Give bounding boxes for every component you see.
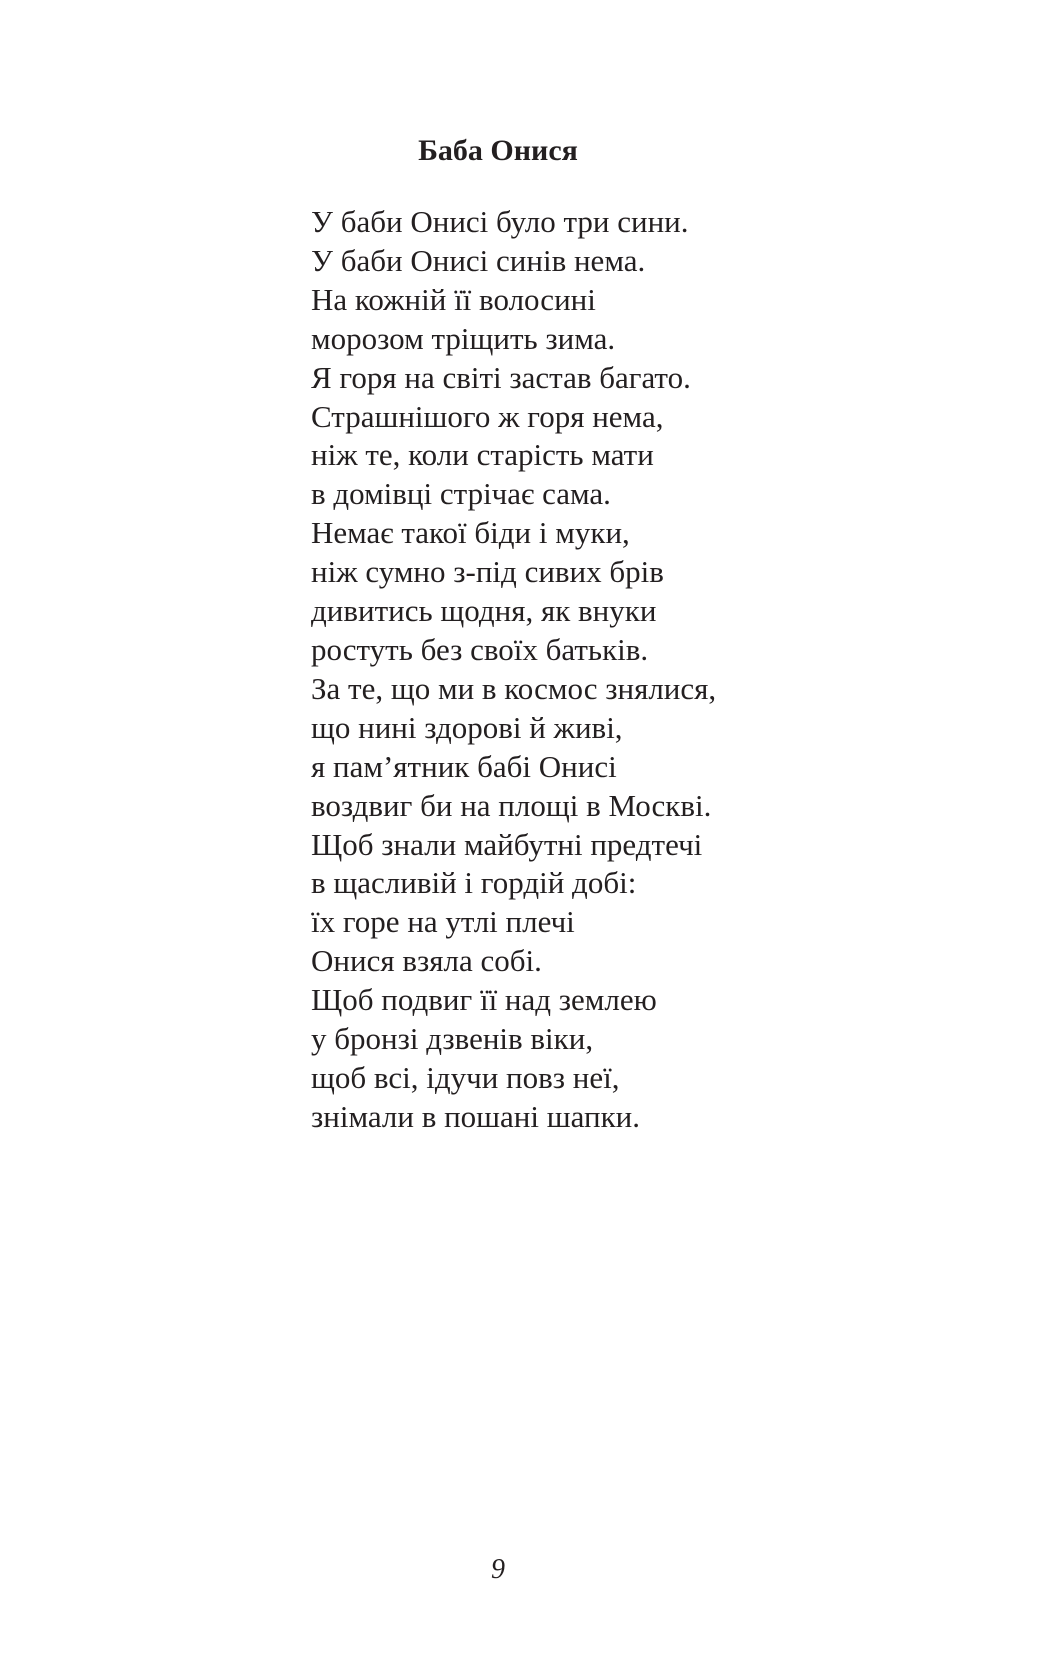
poem-line: що нині здорові й живі,	[311, 709, 623, 745]
poem-line: морозом тріщить зима.	[311, 320, 616, 356]
poem-line: знімали в пошані шапки.	[311, 1098, 640, 1134]
poem-line: щоб всі, ідучи повз неї,	[311, 1059, 620, 1095]
page-number: 9	[491, 1554, 505, 1585]
poem-line: дивитись щодня, як внуки	[311, 593, 657, 629]
poem-body	[311, 203, 951, 1137]
poem-line: ростуть без своїх батьків.	[311, 631, 649, 667]
poem-line: За те, що ми в космос знялися,	[311, 670, 717, 706]
poem-line: На кожній її волосині	[311, 281, 596, 317]
poem-line: у бронзі дзвенів віки,	[311, 1021, 594, 1057]
poem-line: в щасливій і гордій добі:	[311, 865, 637, 901]
poem-line: Щоб знали майбутні предтечі	[311, 826, 703, 862]
poem-line: в домівці стрічає сама.	[311, 476, 611, 512]
poem-line: У баби Онисі синів нема.	[311, 242, 646, 278]
poem-line: Онися взяла собі.	[311, 943, 542, 979]
poem-line: У баби Онисі було три сини.	[311, 204, 689, 239]
poem-line: їх горе на утлі плечі	[311, 904, 575, 940]
poem-line: воздвиг би на площі в Москві.	[311, 787, 712, 823]
poem-line: Страшнішого ж горя нема,	[311, 398, 664, 434]
poem-line: ніж те, коли старість мати	[311, 437, 654, 473]
poem-line: Немає такої біди і муки,	[311, 515, 630, 551]
poem-line: Щоб подвиг її над землею	[311, 982, 657, 1018]
poem-line: я пам’ятник бабі Онисі	[311, 748, 617, 784]
poem-title: Баба Онися	[418, 134, 578, 167]
poem-line: ніж сумно з-під сивих брів	[311, 554, 664, 590]
poem-line: Я горя на світі застав багато.	[311, 359, 691, 395]
